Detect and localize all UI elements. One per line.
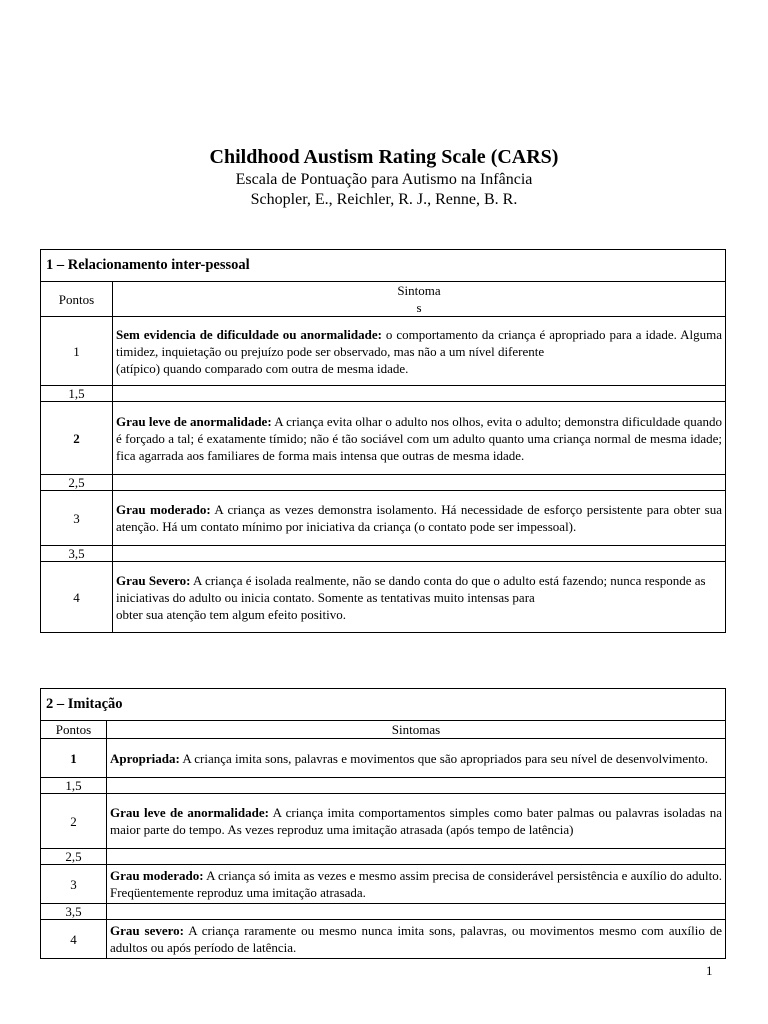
table-row: [41, 904, 726, 920]
table-row: [41, 491, 726, 546]
table-row: [41, 778, 726, 794]
table-relacionamento-interpessoal: [40, 249, 726, 633]
symptom-lead: Grau Severo:: [116, 572, 191, 588]
symptom-cell: [113, 562, 726, 633]
points-cell: 4: [41, 920, 107, 959]
column-header-symptoms-part1: Sintoma: [397, 283, 441, 298]
table-row: [41, 849, 726, 865]
symptom-lead: Grau moderado:: [116, 502, 211, 517]
symptom-cell-empty: [113, 475, 726, 491]
table-section-row: [41, 689, 726, 721]
symptom-lead: Grau leve de anormalidade:: [116, 413, 272, 429]
symptom-cell: [107, 865, 726, 904]
symptom-lead: Grau leve de anormalidade:: [110, 805, 269, 820]
points-cell: 1: [41, 739, 107, 778]
table-row: [41, 794, 726, 849]
document-title: Childhood Austism Rating Scale (CARS): [209, 146, 559, 168]
points-cell: 2: [41, 794, 107, 849]
symptom-cell: [113, 317, 726, 386]
symptom-text: o comportamento da criança é apropriado para a idade. Alguma timidez, inquietação ou prejuízo pode ser observado, mas não a um nível diferente: [116, 326, 722, 359]
table-row: [41, 317, 726, 386]
table-row: [41, 920, 726, 959]
column-header-symptoms: Sintomas: [107, 721, 726, 739]
symptom-cell: [113, 402, 726, 475]
symptom-cell: [107, 920, 726, 959]
symptom-text: A criança é isolada realmente, não se dando conta do que o adulto está fazendo; nunca responde as iniciativas do adulto ou inicia contato. Somente as tentativas muito intensas para: [116, 572, 706, 605]
symptom-lead: Sem evidencia de dificuldade ou anormalidade:: [116, 326, 382, 342]
table-header-row: [41, 721, 726, 739]
symptom-cell-empty: [113, 386, 726, 402]
table-row: [41, 562, 726, 633]
table-header-row: [41, 282, 726, 317]
symptom-text: (atípico) quando comparado com outra de mesma idade.: [116, 360, 409, 376]
table-row: [41, 865, 726, 904]
symptom-text: A criança raramente ou mesmo nunca imita sons, palavras, ou movimentos mesmo com auxílio de adultos ou após período de latência.: [110, 923, 723, 955]
symptom-lead: Grau severo:: [110, 923, 184, 938]
table-section-row: [41, 250, 726, 282]
symptom-text: A criança só imita as vezes e mesmo assim precisa de considerável persistência e auxílio do adulto. Freqüentemente reproduz uma imitação atrasada.: [110, 868, 722, 900]
symptom-lead: Apropriada:: [110, 750, 180, 766]
points-cell: 2,5: [41, 475, 113, 491]
points-cell: 3: [41, 865, 107, 904]
column-header-points: Pontos: [41, 282, 113, 317]
points-cell: 2,5: [41, 849, 107, 865]
symptom-cell-empty: [113, 546, 726, 562]
column-header-symptoms: [113, 282, 726, 317]
symptom-text: A criança as vezes demonstra isolamento. Há necessidade de esforço persistente para obter sua atenção. Há um contato mínimo por iniciativa da criança (o contato pode ser impessoal).: [116, 502, 722, 534]
symptom-cell-empty: [107, 778, 726, 794]
table-row: [41, 402, 726, 475]
symptom-lead: Grau moderado:: [110, 868, 204, 883]
points-cell: 3,5: [41, 546, 113, 562]
section-title: 1 – Relacionamento inter-pessoal: [41, 250, 726, 282]
points-cell: 2: [41, 402, 113, 475]
points-cell: 1: [41, 317, 113, 386]
points-cell: 3,5: [41, 904, 107, 920]
symptom-cell: [107, 739, 726, 778]
column-header-symptoms-part2: s: [416, 300, 422, 315]
symptom-cell-empty: [107, 904, 726, 920]
symptom-text: A criança evita olhar o adulto nos olhos, evita o adulto; demonstra dificuldade quando é forçado a tal; é exatamente tímido; não é tão sociável com um adulto quanto uma criança normal de mesma idade; fica agarrada aos familiares de forma mais intensa que outras de mesma idade.: [116, 413, 722, 463]
page-number: 1: [706, 963, 713, 978]
table-row: [41, 475, 726, 491]
table-imitacao: [40, 688, 726, 959]
points-cell: 1,5: [41, 386, 113, 402]
symptom-text: obter sua atenção tem algum efeito positivo.: [116, 606, 346, 622]
symptom-cell-empty: [107, 849, 726, 865]
symptom-cell: [113, 491, 726, 546]
points-cell: 4: [41, 562, 113, 633]
column-header-points: Pontos: [41, 721, 107, 739]
symptom-cell: [107, 794, 726, 849]
symptom-text: A criança imita sons, palavras e movimentos que são apropriados para seu nível de desenvolvimento.: [179, 750, 708, 766]
table-row: [41, 739, 726, 778]
points-cell: 3: [41, 491, 113, 546]
document-subtitle: Escala de Pontuação para Autismo na Infância: [235, 171, 533, 188]
document-authors: Schopler, E., Reichler, R. J., Renne, B. R.: [250, 191, 518, 208]
document-header: [0, 144, 768, 210]
points-cell: 1,5: [41, 778, 107, 794]
table-row: [41, 386, 726, 402]
section-title: 2 – Imitação: [41, 689, 726, 721]
table-row: [41, 546, 726, 562]
symptom-text: A criança imita comportamentos simples como bater palmas ou palavras isoladas na maior parte do tempo. As vezes reproduz uma imitação atrasada (após tempo de latência): [110, 805, 722, 837]
